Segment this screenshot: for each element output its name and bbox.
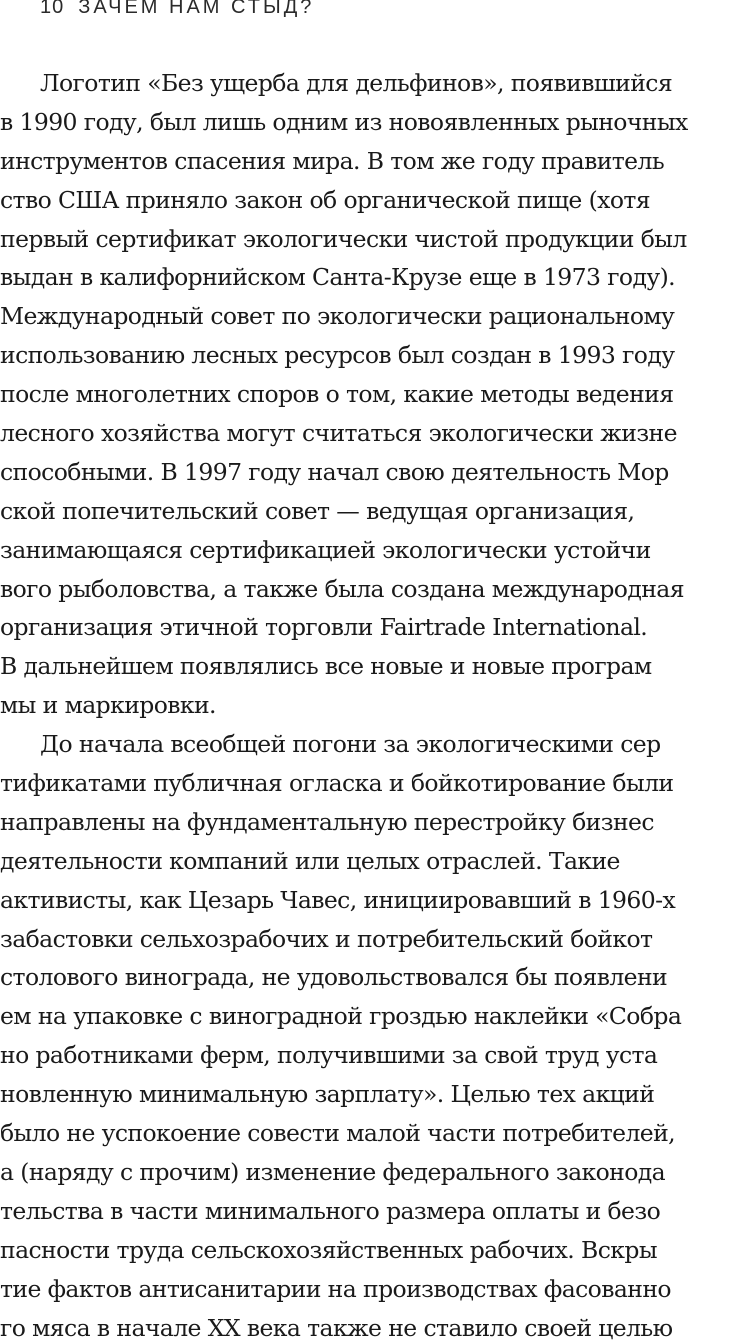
text-line: мы и маркировки. — [0, 691, 216, 720]
text-line: деятельности компаний или целых отраслей. Такие — [0, 846, 620, 875]
text-line: занимающаяся сертификацией экологически устойчи — [0, 535, 651, 564]
text-line: вого рыболовства, а также была создана международная — [0, 574, 684, 603]
body-text — [0, 64, 738, 1343]
text-line: тие фактов антисанитарии на производствах фасованно — [0, 1274, 671, 1303]
text-line: инструментов спасения мира. В том же году правитель — [0, 146, 665, 175]
text-line: пасности труда сельскохозяйственных рабочих. Вскры — [0, 1235, 657, 1264]
text-line: направлены на фундаментальную перестройку бизнес — [0, 807, 654, 836]
text-line: ем на упаковке с виноградной гроздью наклейки «Собра — [0, 1002, 682, 1031]
text-line: организация этичной торговли Fairtrade International. — [0, 613, 648, 642]
text-line: в 1990 году, был лишь одним из новоявленных рыночных — [0, 107, 688, 136]
text-line: го мяса в начале XX века также не ставило своей целью — [0, 1313, 673, 1342]
text-line: лесного хозяйства могут считаться экологически жизне — [0, 419, 677, 448]
page-number: 10 — [40, 0, 65, 18]
running-head — [40, 0, 314, 20]
text-line: было не успокоение совести малой части потребителей, — [0, 1119, 676, 1148]
text-line: Логотип «Без ущерба для дельфинов», появившийся — [40, 69, 673, 97]
text-line: выдан в калифорнийском Санта-Крузе еще в 1973 году). — [0, 263, 676, 292]
text-line: Международный совет по экологически рациональному — [0, 302, 675, 331]
text-line: забастовки сельхозрабочих и потребительский бойкот — [0, 924, 653, 953]
text-line: столового винограда, не удовольствовался бы появлени — [0, 963, 668, 992]
text-line: после многолетних споров о том, какие методы ведения — [0, 380, 674, 409]
text-line: но работниками ферм, получившими за свой труд уста — [0, 1041, 658, 1070]
running-head-title: ЗАЧЕМ НАМ СТЫД? — [78, 0, 315, 18]
text-line: а (наряду с прочим) изменение федерального законода — [0, 1157, 666, 1186]
text-line: тификатами публичная огласка и бойкотирование были — [0, 769, 674, 798]
text-line: первый сертификат экологически чистой продукции был — [0, 224, 687, 253]
text-line: В дальнейшем появлялись все новые и новые програм — [0, 652, 652, 681]
text-line: тельства в части минимального размера оплаты и безо — [0, 1196, 661, 1225]
text-line: использованию лесных ресурсов был создан в 1993 году — [0, 341, 675, 370]
text-line: ской попечительский совет — ведущая организация, — [0, 496, 635, 525]
text-line: новленную минимальную зарплату». Целью тех акций — [0, 1080, 655, 1109]
text-line: способными. В 1997 году начал свою деятельность Мор — [0, 457, 669, 486]
text-line: До начала всеобщей погони за экологическими сер — [40, 730, 661, 759]
text-line: активисты, как Цезарь Чавес, инициировавший в 1960-х — [0, 885, 676, 914]
text-line: ство США приняло закон об органической пище (хотя — [0, 185, 651, 214]
